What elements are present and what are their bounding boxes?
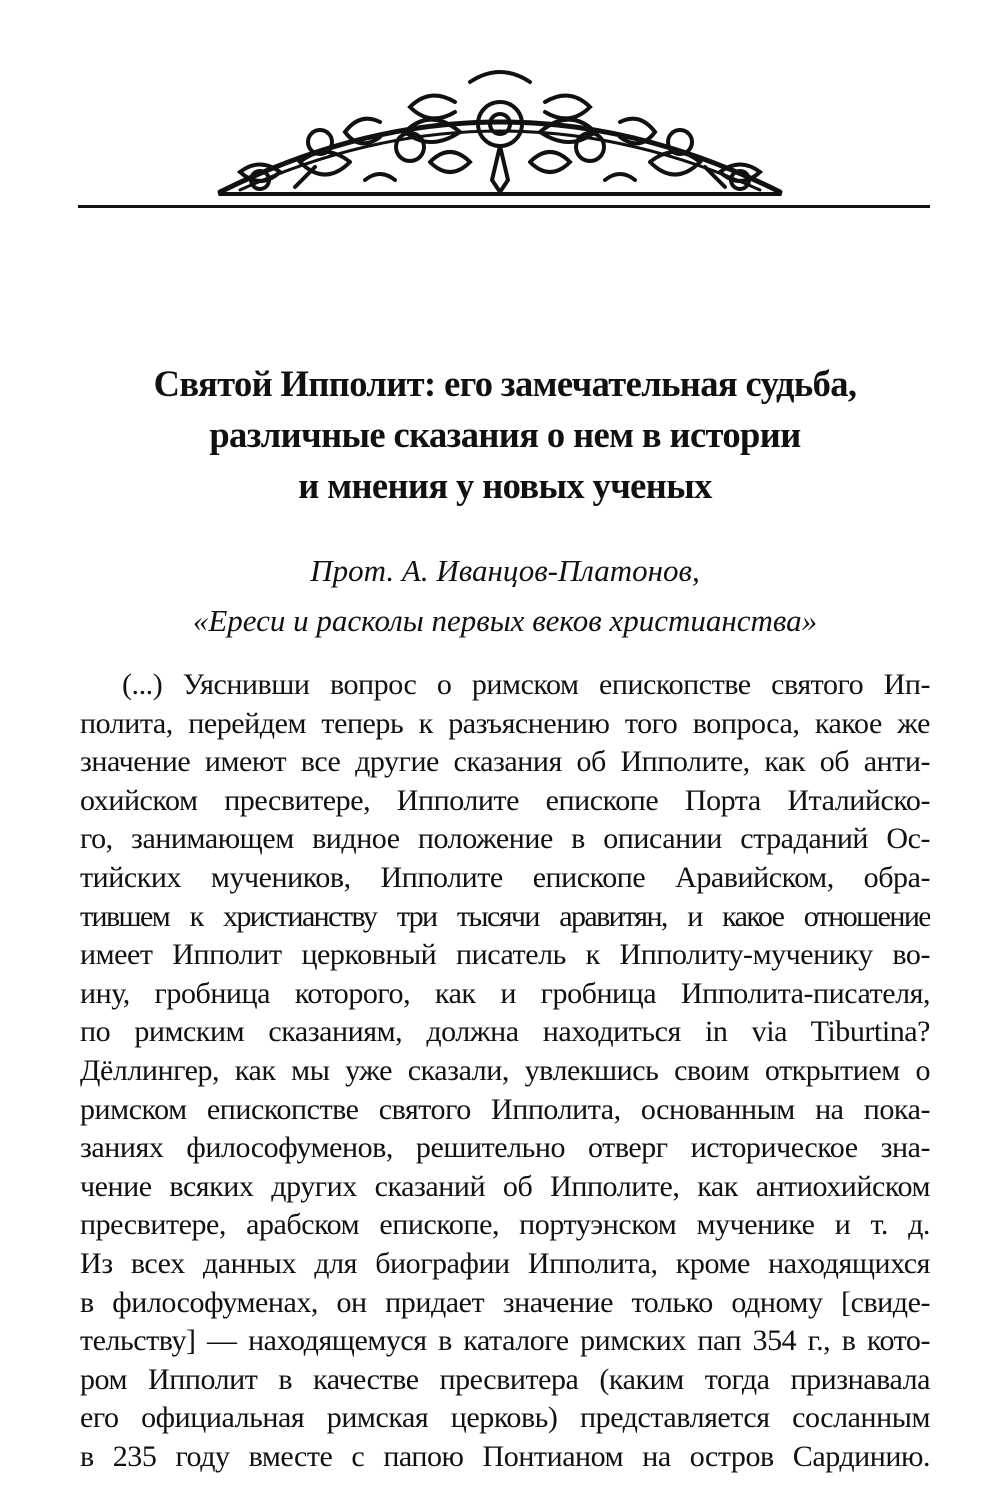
- title-line: Святой Ипполит: его замечательная судьба,: [153, 363, 857, 404]
- body-line: значение имеют все другие сказания об Ипполите, как об анти-: [80, 745, 930, 779]
- body-line: его официальная римская церковь) представляется сосланным: [80, 1401, 930, 1435]
- byline-author: Прот. А. Иванцов-Платонов,: [310, 553, 700, 588]
- body-line: пресвитере, арабском епископе, портуэнском мученике и т. д.: [80, 1208, 930, 1242]
- body-line: чение всяких других сказаний об Ипполите, как антиохийском: [80, 1169, 930, 1203]
- body-line: полита, перейдем теперь к разъяснению того вопроса, какое же: [80, 706, 930, 740]
- header-rule: [78, 205, 930, 208]
- body-line: по римским сказаниям, должна находиться in via Tiburtina?: [80, 1015, 930, 1049]
- body-line: Из всех данных для биографии Ипполита, кроме находящихся: [80, 1246, 930, 1280]
- body-line: имеет Ипполит церковный писатель к Ипполиту-мученику во-: [80, 938, 930, 972]
- celtic-knot-ornament-icon: [200, 62, 800, 204]
- body-line: Дёллингер, как мы уже сказали, увлекшись своим открытием о: [80, 1053, 930, 1087]
- body-line: в философуменах, он придает значение только одному [свиде-: [80, 1285, 930, 1319]
- title-line: различные сказания о нем в истории: [209, 414, 801, 455]
- byline: [80, 546, 930, 646]
- article-body: [80, 666, 930, 1476]
- body-line: тившем к христианству три тысячи аравитян, и какое отношение: [80, 899, 930, 933]
- article-title: [80, 358, 930, 511]
- body-line: в 235 году вместе с папою Понтианом на остров Сардинию.: [80, 1439, 930, 1473]
- body-line: охийском пресвитере, Ипполите епископе Порта Италийско-: [80, 783, 930, 817]
- body-line: тийских мучеников, Ипполите епископе Аравийском, обра-: [80, 860, 930, 894]
- body-line: го, занимающем видное положение в описании страданий Ос-: [80, 822, 930, 856]
- body-line: тельству] — находящемуся в каталоге римских пап 354 г., в кото-: [80, 1324, 930, 1358]
- body-line: ром Ипполит в качестве пресвитера (каким тогда признавала: [80, 1362, 930, 1396]
- title-line: и мнения у новых ученых: [298, 465, 712, 506]
- body-line: ину, гробница которого, как и гробница Ипполита-писателя,: [80, 976, 930, 1010]
- body-line: заниях философуменов, решительно отверг историческое зна-: [80, 1131, 930, 1165]
- byline-source: «Ереси и расколы первых веков христианства»: [192, 603, 818, 638]
- body-line: (...) Уяснивши вопрос о римском епископстве святого Ип-: [122, 668, 930, 701]
- body-line: римском епископстве святого Ипполита, основанным на пока-: [80, 1092, 930, 1126]
